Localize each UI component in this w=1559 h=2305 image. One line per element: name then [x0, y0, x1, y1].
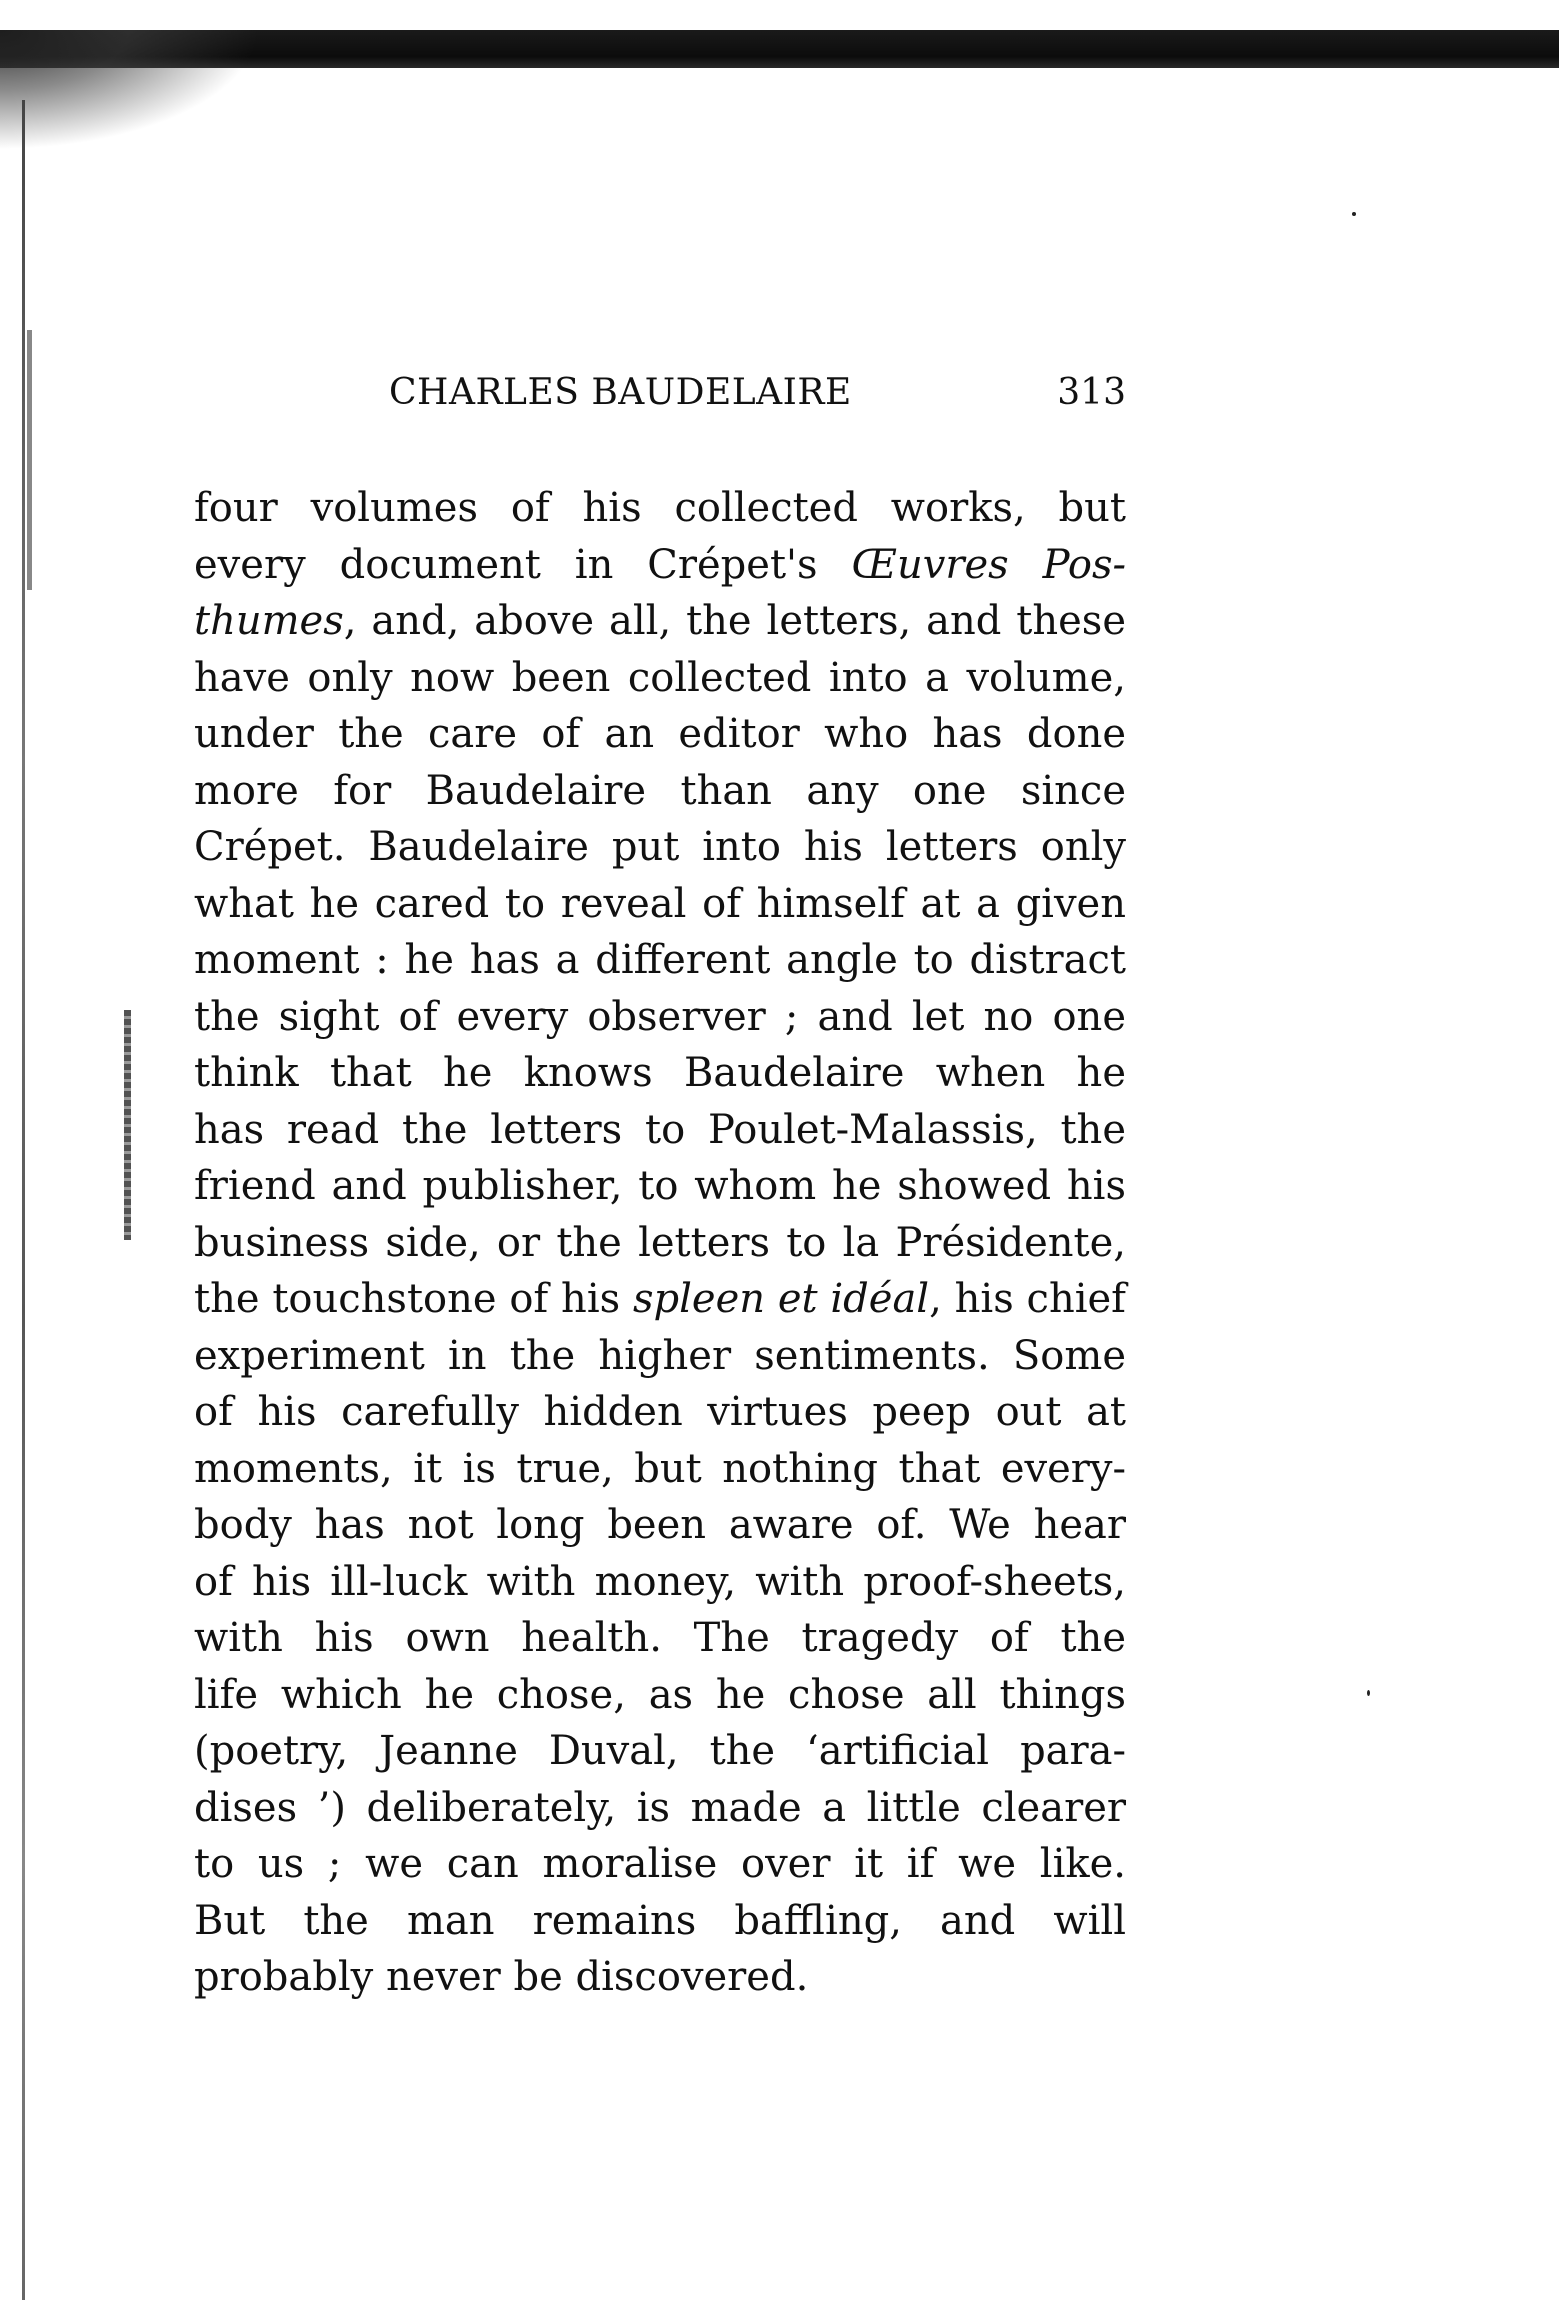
text-line	[194, 1328, 1126, 1385]
italic-text: Œuvres Pos-	[851, 541, 1126, 588]
text-line	[194, 706, 1126, 763]
page-number: 313	[1057, 372, 1126, 413]
running-head: CHARLES BAUDELAIRE	[389, 372, 852, 413]
page-header	[194, 372, 1126, 432]
text-segment: body has not long been aware of. We hear	[194, 1502, 1126, 1548]
text-line	[194, 1723, 1126, 1780]
text-line	[194, 1271, 1126, 1328]
text-segment: the sight of every observer ; and let no one	[194, 993, 1126, 1040]
scan-left-edge	[22, 100, 25, 2300]
text-segment: dises ’) deliberately, is made a little clearer	[194, 1784, 1126, 1831]
text-line	[194, 480, 1126, 537]
italic-text: thumes	[194, 598, 344, 644]
text-line	[194, 1554, 1126, 1611]
text-segment: to us ; we can moralise over it if we like.	[194, 1841, 1126, 1887]
text-line	[194, 1893, 1126, 1950]
scan-corner-shadow	[0, 30, 260, 150]
text-line	[194, 1158, 1126, 1215]
text-segment: of his ill-luck with money, with proof-sheets,	[194, 1558, 1126, 1605]
text-segment: But the man remains baffling, and will	[194, 1897, 1126, 1944]
text-line	[194, 932, 1126, 989]
text-segment: experiment in the higher sentiments. Some	[194, 1332, 1126, 1379]
text-line	[194, 763, 1126, 820]
text-segment: moment : he has a different angle to distract	[194, 937, 1126, 983]
scan-speck	[1352, 212, 1356, 216]
text-segment: Crépet. Baudelaire put into his letters only	[194, 824, 1126, 870]
text-line	[194, 537, 1126, 594]
scan-speck	[1367, 1690, 1370, 1696]
text-segment: under the care of an editor who has done	[194, 711, 1126, 757]
text-segment: four volumes of his collected works, but	[194, 485, 1126, 531]
text-segment: every document in Crépet's	[194, 541, 852, 588]
text-segment: with his own health. The tragedy of the	[194, 1615, 1126, 1661]
text-segment: think that he knows Baudelaire when he	[194, 1050, 1126, 1096]
margin-pencil-mark	[124, 1010, 131, 1240]
text-segment: what he cared to reveal of himself at a given	[194, 880, 1126, 927]
text-line	[194, 1102, 1126, 1159]
text-segment: friend and publisher, to whom he showed his	[194, 1163, 1126, 1209]
text-segment: has read the letters to Poulet-Malassis, the	[194, 1106, 1126, 1153]
text-segment: business side, or the letters to la Présidente,	[194, 1219, 1126, 1266]
text-line	[194, 1836, 1126, 1893]
text-line	[194, 1384, 1126, 1441]
text-line	[194, 1780, 1126, 1837]
text-line	[194, 1667, 1126, 1724]
scan-left-edge-shadow	[27, 330, 32, 590]
text-segment: more for Baudelaire than any one since	[194, 767, 1126, 814]
text-segment: the touchstone of his	[194, 1276, 633, 1322]
text-segment: life which he chose, as he chose all things	[194, 1671, 1126, 1718]
text-line	[194, 593, 1126, 650]
text-line	[194, 1610, 1126, 1667]
text-segment: , and, above all, the letters, and these	[343, 598, 1126, 644]
text-line	[194, 819, 1126, 876]
body-paragraph	[194, 480, 1126, 2006]
text-segment: moments, it is true, but nothing that every-	[194, 1445, 1126, 1492]
text-segment: probably never be discovered.	[194, 1954, 809, 2000]
text-segment: have only now been collected into a volume,	[194, 654, 1126, 701]
text-line	[194, 1441, 1126, 1498]
text-line	[194, 1949, 1126, 2006]
text-segment: , his chief	[929, 1276, 1126, 1322]
italic-text: spleen et idéal	[632, 1276, 930, 1322]
text-segment: (poetry, Jeanne Duval, the ‘artificial para-	[194, 1728, 1126, 1774]
text-line	[194, 1497, 1126, 1554]
text-line	[194, 1215, 1126, 1272]
text-line	[194, 1045, 1126, 1102]
text-line	[194, 876, 1126, 933]
text-line	[194, 650, 1126, 707]
text-line	[194, 989, 1126, 1046]
text-segment: of his carefully hidden virtues peep out at	[194, 1389, 1126, 1435]
